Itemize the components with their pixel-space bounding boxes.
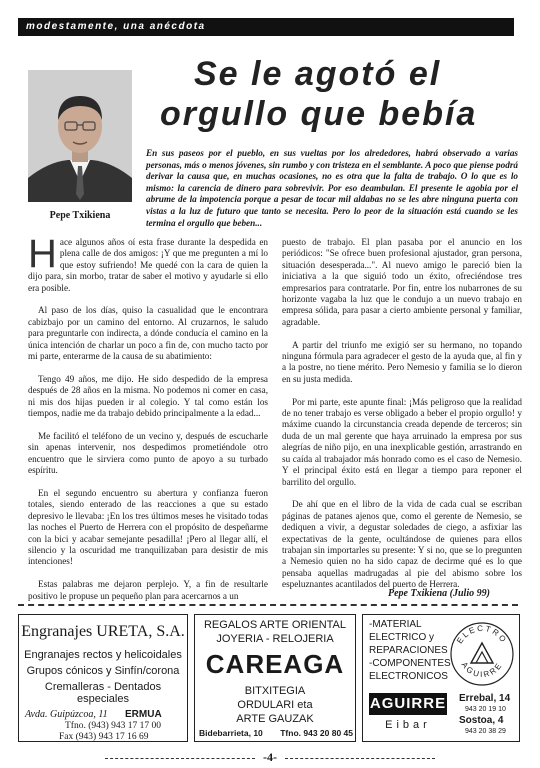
- ad-aguirre-phone: 943 20 19 10: [465, 706, 506, 713]
- ad-ureta-tel: Tfno. (943) 943 17 17 00: [65, 721, 162, 731]
- ad-aguirre-line: REPARACIONES: [369, 645, 448, 656]
- paragraph: Por mi parte, este apunte final: ¡Más peligroso que la realidad de no tener trabajo es verse obligado a beber el propio orgullo! y máxime cuando la circunstancia creada depende de terceros; sin duda de un mal gerente que haya arruinado la empresa por sus alegrías de niño pijo, en una inexplicable gestión, arrastrando en su caída al trabajador más honrado como es el caso de Nemesio. Y el principal éxito está en llegar a tiempo para reponer el barrilito del orgullo.: [282, 396, 522, 487]
- ad-careaga-line: ORDULARI eta: [237, 699, 313, 711]
- ad-aguirre-street: Sostoa, 4: [459, 715, 504, 726]
- ad-ureta-line: Grupos cónicos y Sinfín/corona: [26, 665, 180, 677]
- ad-careaga-line: JOYERIA - RELOJERIA: [216, 633, 334, 645]
- paragraph: En el segundo encuentro su abertura y confianza fueron totales, siendo enterado de las reacciones a que su estado depresivo le llevaba: ¡En los tres últimos meses he visitado todas las noches el Puerto de Herrera con el propósito de despeñarme con la bici y acabar semejante pesadilla! ¡Pero al llegar allí, el silencio y la oscuridad me tranquilizaban para desistir de mis intenciones!: [28, 487, 268, 567]
- ad-aguirre-city: Eibar: [385, 719, 431, 731]
- photo-caption: Pepe Txikiena: [49, 210, 111, 221]
- ad-ureta-city: ERMUA: [125, 709, 162, 720]
- paragraph: Estas palabras me dejaron perplejo. Y, a fin de resultarle positivo le propuse un pequeño plan para acercarnos a un: [28, 579, 268, 601]
- page-number: -4-: [0, 750, 540, 765]
- author-photo: [28, 70, 132, 202]
- title-line-2: orgullo que bebía: [160, 95, 478, 133]
- ad-aguirre: [362, 614, 520, 742]
- ad-ureta-name: Engranajes URETA, S.A.: [21, 623, 185, 640]
- svg-text:AGUIRRE: AGUIRRE: [459, 660, 505, 680]
- body-column-left: [28, 232, 268, 613]
- ad-careaga-phone: Tfno. 943 20 80 45: [280, 728, 353, 738]
- ad-ureta-line: Engranajes rectos y helicoidales: [24, 649, 182, 661]
- ad-aguirre-line: -COMPONENTES: [369, 658, 451, 669]
- ad-ureta-line: Cremalleras - Dentados especiales: [44, 681, 162, 705]
- section-header: modestamente, una anécdota: [18, 18, 514, 36]
- ad-careaga-line: REGALOS ARTE ORIENTAL: [203, 619, 347, 631]
- ad-careaga-line: ARTE GAUZAK: [236, 713, 314, 725]
- ad-aguirre-street: Errebal, 14: [459, 693, 511, 704]
- ad-ureta-address: Avda. Guipúzcoa, 11: [25, 709, 108, 720]
- ad-careaga-line: BITXITEGIA: [244, 685, 306, 697]
- body-column-right: [282, 237, 522, 602]
- title-line-1: Se le agotó el: [194, 55, 442, 93]
- lead-paragraph: En sus paseos por el pueblo, en sus vueltas por los alrededores, habrá observado a varias personas, más o menos jóvenes, sin rumbo y con tristeza en el semblante. A poco que piense podrá derivar la causa que, en muchas ocasiones, no es otra que la falta de trabajo. O lo que es lo mismo: la carencia de dinero para sobrevivir. Por eso deambulan. El presente le agobia por el abrume de la impotencia porque a pesar de tocar mil aldabas no se les abre ninguna puerta con vistas a la luz de futuro que tanto se necesita. Pero lo peor de la situación está cuando se les termina el orgullo que beben...: [146, 148, 518, 228]
- ad-ureta-fax: Fax (943) 943 17 16 69: [59, 732, 149, 742]
- ad-aguirre-line: ELECTRONICOS: [369, 671, 448, 682]
- ad-aguirre-phone: 943 20 38 29: [465, 728, 506, 735]
- svg-text:ELECTRO: ELECTRO: [455, 623, 509, 646]
- article-title: [160, 54, 520, 134]
- electro-aguirre-logo-icon: [449, 621, 515, 687]
- paragraph: Tengo 49 años, me dijo. He sido despedido de la empresa después de 28 años en la misma. No podemos ni comer en casa, ni mis dos hijas pueden ir al colegio. Y tal como están los tiempos, nadie me da trabajo debido principalmente a la edad...: [28, 373, 268, 419]
- ad-careaga: [194, 614, 356, 742]
- paragraph: De ahí que en el libro de la vida de cada cual se escriban páginas de patanes ajenos que, como el gerente de Nemesio, se dediquen a vivir, a degustar soledades de ciego, a asfixiar las expectativas de la gente, ocultándose de quienes para ellos trabajan sin importarles su presente: Y si no, que se lo pregunten a Nemesio quien no ha sido capaz de decirme qué es lo que pensaba aquellas madrugadas al pie del abismo sobre los espeluznantes acantilados del puerto de Herrera.: [282, 499, 522, 590]
- paragraph: Me facilitó el teléfono de un vecino y, después de escucharle sin apenas intervenir, nos despedimos prometiéndole otro encuentro que le sirviera como punto de apoyo a su turbado espíritu.: [28, 430, 268, 476]
- divider: [18, 604, 518, 606]
- paragraph: Al paso de los días, quiso la casualidad que le encontrara cabizbajo por un camino del entorno. Al cruzarnos, le saludo para preguntarle con indirecta, a dónde conducía el camino en la única intención de charlar un poco a fin de, con mucho tacto por mi parte, enterarme de la causa de su abatimiento:: [28, 305, 268, 362]
- ad-ureta: [18, 614, 188, 742]
- ad-careaga-brand: CAREAGA: [205, 649, 345, 679]
- paragraph: puesto de trabajo. El plan pasaba por el anuncio en los periódicos: "Se ofrece buen profesional ajustador, gran persona, situación desesperada...". Al nuevo amigo le pareció bien la iniciativa a la que siguió todo un éxito, ofreciéndose tres empresarios para contratarle. Por fin, entre los nubarrones de su horizonte vagaba la luz que le condujo a un nuevo trabajo en empresa sólida, para pasar a cierto ambiente personal y familiar, agradable.: [282, 237, 522, 327]
- ad-aguirre-line: -MATERIAL: [369, 619, 422, 630]
- ad-careaga-footer: [199, 728, 353, 738]
- signature: Pepe Txikiena (Julio 99): [388, 588, 490, 599]
- ad-aguirre-line: ELECTRICO y: [369, 632, 435, 643]
- ad-aguirre-brand: AGUIRRE: [369, 693, 447, 715]
- drop-cap: H: [28, 232, 57, 276]
- ad-careaga-street: Bidebarrieta, 10: [199, 728, 263, 738]
- paragraph: A partir del triunfo me exigió ser su hermano, no topando ninguna fórmula para agradecer el gesto de la ayuda que, al fin y a la postre, no tiene mérito. Pero Nemesio y familia se lo dieron en su justa medida.: [282, 339, 522, 384]
- paragraph: Hace algunos años oí esta frase durante la despedida en plena calle de dos amigos: ¡Y que me pregunten a mí lo que estoy sufriendo! Me quedé con la cara de quien la dijo para, sin morbo, tratar de saber el motivo y ayudarle si ello era posible.: [28, 232, 268, 293]
